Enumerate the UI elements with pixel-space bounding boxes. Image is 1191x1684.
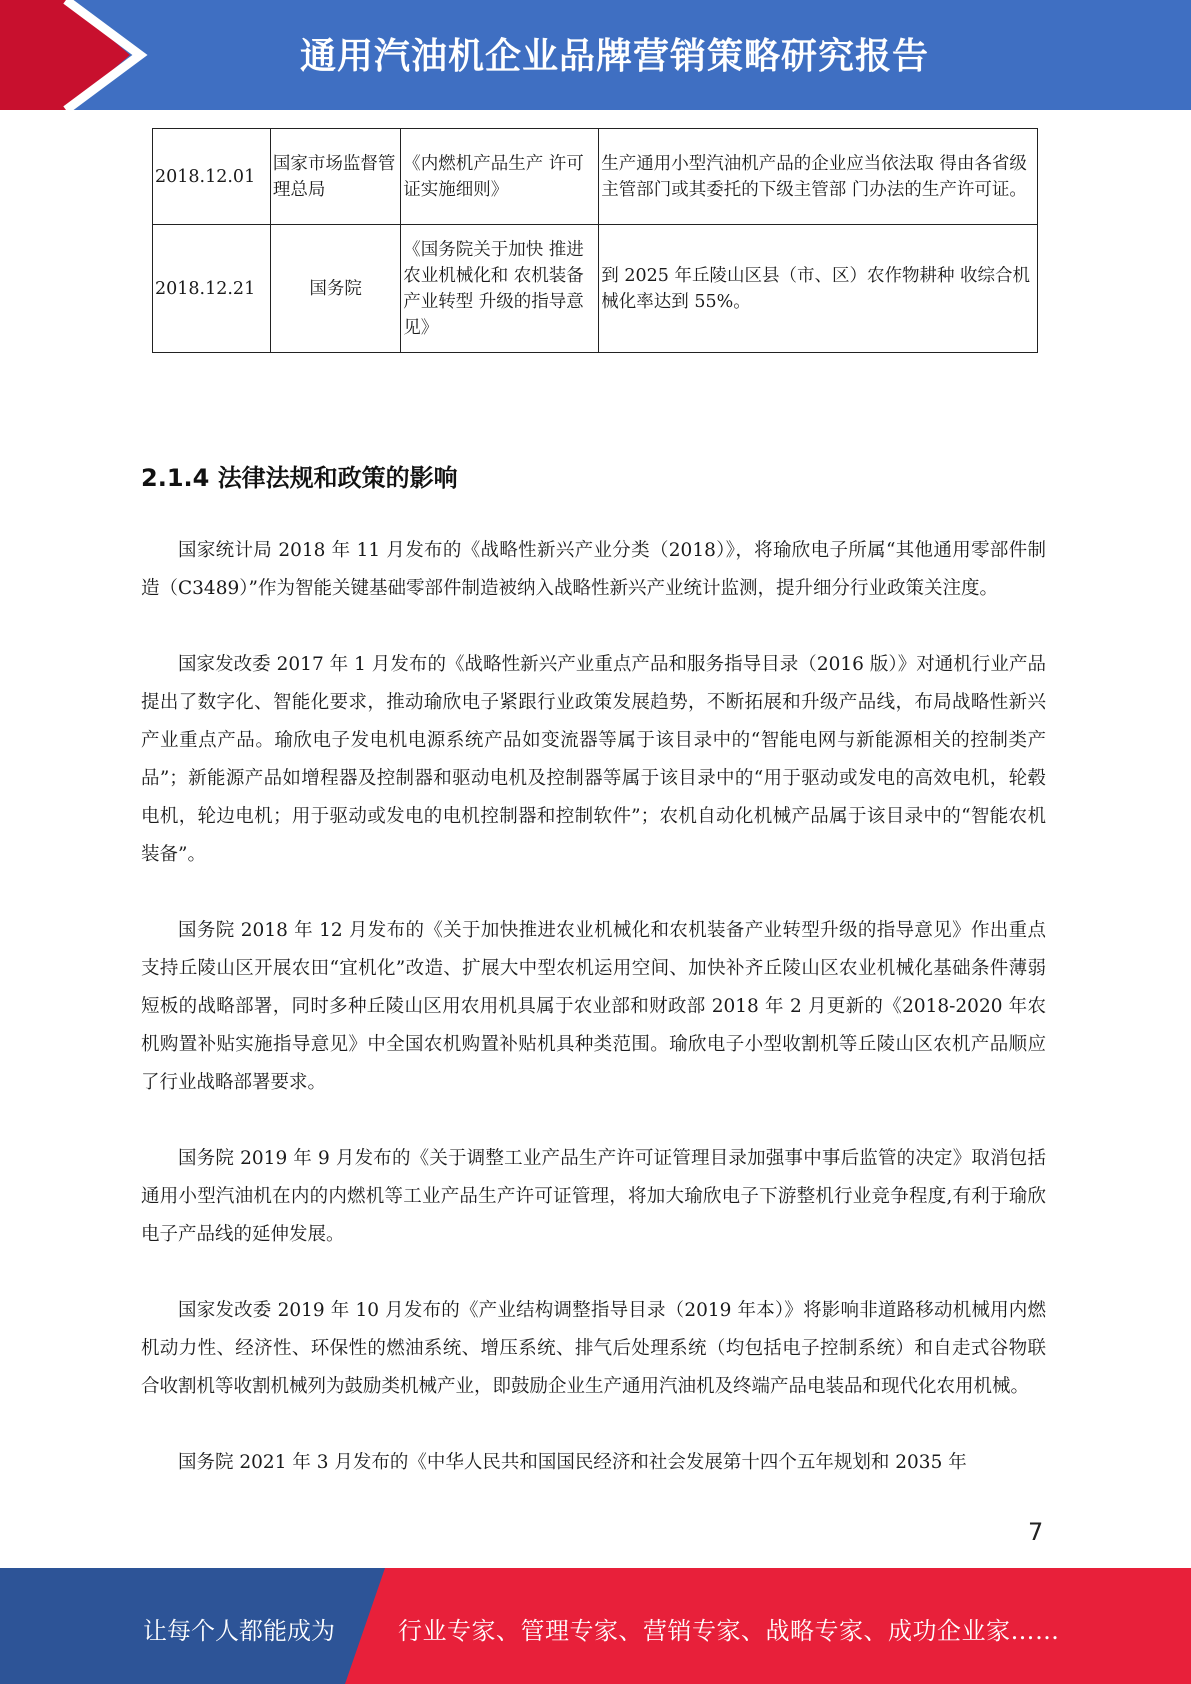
paragraph: 国家发改委 2019 年 10 月发布的《产业结构调整指导目录（2019 年本）》将影响非道路移动机械用内燃机动力性、经济性、环保性的燃油系统、增压系统、排气后处理系统（均包括电子控制系统）和自走式谷物联合收割机等收割机械列为鼓励类机械产业，即鼓励企业生产通用汽油机及终端产品电装品和现代化农用机械。 xyxy=(141,1300,1046,1397)
cell-date: 2018.12.01 xyxy=(153,129,271,225)
chevron-logo-icon xyxy=(0,0,160,110)
paragraph: 国务院 2019 年 9 月发布的《关于调整工业产品生产许可证管理目录加强事中事后监管的决定》取消包括通用小型汽油机在内的内燃机等工业产品生产许可证管理，将加大瑜欣电子下游整机行业竞争程度,有利于瑜欣电子产品线的延伸发展。 xyxy=(141,1148,1046,1245)
cell-content: 生产通用小型汽油机产品的企业应当依法取 得由各省级主管部门或其委托的下级主管部 门办法的生产许可证。 xyxy=(599,129,1038,225)
cell-org: 国家市场监督管理总局 xyxy=(270,129,400,225)
cell-org: 国务院 xyxy=(270,225,400,353)
section-body xyxy=(141,532,1046,1520)
paragraph: 国家发改委 2017 年 1 月发布的《战略性新兴产业重点产品和服务指导目录（2016 版）》对通机行业产品提出了数字化、智能化要求，推动瑜欣电子紧跟行业政策发展趋势，不断拓展和升级产品线，布局战略性新兴产业重点产品。瑜欣电子发电机电源系统产品如变流器等属于该目录中的“智能电网与新能源相关的控制类产品”；新能源产品如增程器及控制器和驱动电机及控制器等属于该目录中的“用于驱动或发电的高效电机，轮毂电机，轮边电机；用于驱动或发电的电机控制器和控制软件”；农机自动化机械产品属于该目录中的“智能农机装备”。 xyxy=(141,654,1046,865)
page-header xyxy=(0,0,1191,110)
table-row xyxy=(153,129,1038,225)
cell-document: 《国务院关于加快 推进农业机械化和 农机装备产业转型 升级的指导意见》 xyxy=(401,225,599,353)
report-title: 通用汽油机企业品牌营销策略研究报告 xyxy=(300,36,930,77)
cell-content: 到 2025 年丘陵山区县（市、区）农作物耕种 收综合机械化率达到 55%。 xyxy=(599,225,1038,353)
page-footer xyxy=(0,1568,1191,1684)
footer-slogan: 让每个人都能成为 xyxy=(143,1617,335,1645)
paragraph: 国务院 2018 年 12 月发布的《关于加快推进农业机械化和农机装备产业转型升级的指导意见》作出重点支持丘陵山区开展农田“宜机化”改造、扩展大中型农机运用空间、加快补齐丘陵山区农业机械化基础条件薄弱短板的战略部署，同时多种丘陵山区用农用机具属于农业部和财政部 2018 年 2 月更新的《2018-2020 年农机购置补贴实施指导意见》中全国农机购置补贴机具种类范围。瑜欣电子小型收割机等丘陵山区农机产品顺应了行业战略部署要求。 xyxy=(141,920,1046,1093)
paragraph: 国家统计局 2018 年 11 月发布的《战略性新兴产业分类（2018）》，将瑜欣电子所属“其他通用零部件制造（C3489）”作为智能关键基础零部件制造被纳入战略性新兴产业统计监测，提升细分行业政策关注度。 xyxy=(141,540,1046,599)
section-heading: 2.1.4 法律法规和政策的影响 xyxy=(141,464,458,492)
paragraph: 国务院 2021 年 3 月发布的《中华人民共和国国民经济和社会发展第十四个五年规划和 2035 年 xyxy=(178,1452,967,1473)
cell-document: 《内燃机产品生产 许可证实施细则》 xyxy=(401,129,599,225)
cell-date: 2018.12.21 xyxy=(153,225,271,353)
table-row xyxy=(153,225,1038,353)
policy-table xyxy=(152,128,1038,353)
footer-roles: 行业专家、管理专家、营销专家、战略专家、成功企业家…… xyxy=(398,1617,1060,1645)
page-number: 7 xyxy=(1028,1518,1044,1546)
